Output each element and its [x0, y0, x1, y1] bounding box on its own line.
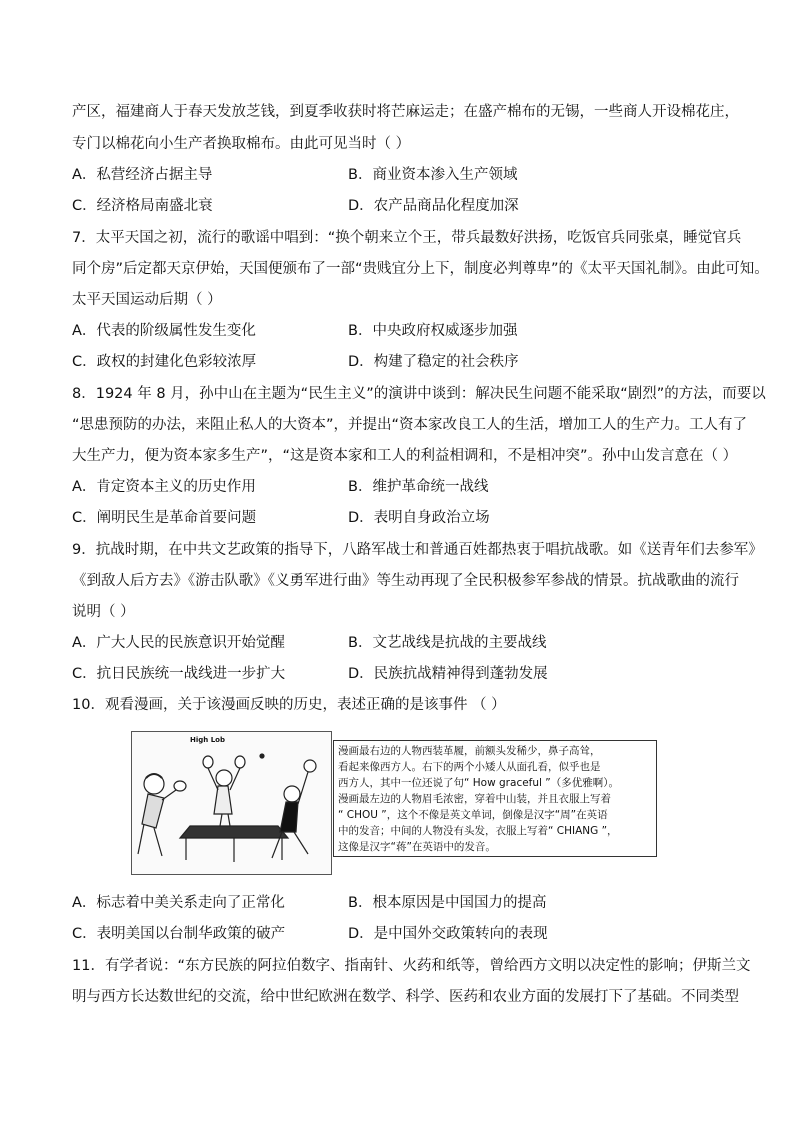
q7-option-b: B．中央政府权威逐步加强 — [348, 323, 518, 339]
text-line: 《到敌人后方去》《游击队歌》《义勇军进行曲》等生动再现了全民积极参军参战的情景。抗战歌曲的流行 — [72, 573, 739, 589]
q8-option-a: A．肯定资本主义的历史作用 — [72, 479, 256, 495]
cartoon-image — [131, 731, 332, 875]
q10-option-a: A．标志着中美关系走向了正常化 — [72, 895, 285, 911]
text-line: 大生产力，便为资本家多生产”，“这是资本家和工人的利益相调和，不是相冲突”。孙中山发言意在（ ） — [72, 448, 738, 464]
q7-option-a: A．代表的阶级属性发生变化 — [72, 323, 256, 339]
q10-option-d: D．是中国外交政策转向的表现 — [348, 926, 548, 942]
text-line: 9．抗战时期，在中共文艺政策的指导下，八路军战士和普通百姓都热衷于唱抗战歌。如《送青年们去参军》 — [72, 542, 763, 558]
text-line: 同个房”后定都天京伊始，天国便颁布了一部“贵贱宜分上下，制度必判尊卑”的《太平天国礼制》。由此可知。 — [72, 261, 769, 277]
q9-option-b: B．文艺战线是抗战的主要战线 — [348, 635, 547, 651]
caption-line: 西方人，其中一位还说了句“ How graceful ”（多优雅啊）。 — [338, 777, 619, 789]
q6-option-b: B．商业资本渗入生产领域 — [348, 167, 518, 183]
text-line: “思患预防的办法，来阻止私人的大资本”，并提出“资本家改良工人的生活，增加工人的生产力。工人有了 — [72, 417, 748, 433]
q6-option-a: A．私营经济占据主导 — [72, 167, 213, 183]
text-line: 10．观看漫画，关于该漫画反映的历史，表述正确的是该事件 （ ） — [72, 697, 506, 713]
q10-option-b: B．根本原因是中国国力的提高 — [348, 895, 547, 911]
caption-line: 漫画最右边的人物西装革履，前额头发稀少，鼻子高耸， — [338, 745, 601, 757]
cartoon-title: High Lob — [190, 736, 225, 744]
q8-option-c: C．阐明民生是革命首要问题 — [72, 510, 257, 526]
text-line: 11．有学者说：“东方民族的阿拉伯数字、指南针、火药和纸等，曾给西方文明以决定性的影响；伊斯兰文 — [72, 958, 751, 974]
q7-option-d: D．构建了稳定的社会秩序 — [348, 354, 519, 370]
q8-option-b: B．维护革命统一战线 — [348, 479, 489, 495]
q8-option-d: D．表明自身政治立场 — [348, 510, 490, 526]
text-line: 太平天国运动后期（ ） — [72, 292, 222, 308]
text-line: 7．太平天国之初，流行的歌谣中唱到：“换个朝来立个王，带兵最数好洪扬，吃饭官兵同张桌，睡觉官兵 — [72, 230, 742, 246]
cartoon-drawing — [132, 732, 331, 874]
q10-option-c: C．表明美国以台制华政策的破产 — [72, 926, 286, 942]
q9-option-c: C．抗日民族统一战线进一步扩大 — [72, 666, 286, 682]
cartoon-caption-box — [333, 740, 657, 857]
caption-line: 漫画最左边的人物眉毛浓密，穿着中山装，并且衣服上写着 — [338, 793, 611, 805]
text-line: 说明（ ） — [72, 604, 135, 620]
caption-line: “ CHOU ”，这个不像是英文单词，倒像是汉字“周”在英语 — [338, 809, 608, 821]
q6-option-d: D．农产品商品化程度加深 — [348, 198, 519, 214]
q6-option-c: C．经济格局南盛北衰 — [72, 198, 213, 214]
text-line: 8．1924 年 8 月，孙中山在主题为“民生主义”的演讲中谈到：解决民生问题不能采取“剧烈”的方法，而要以 — [72, 386, 766, 402]
caption-line: 这像是汉字“蒋”在英语中的发音。 — [338, 841, 496, 853]
caption-line: 中的发音；中间的人物没有头发，衣服上写着“ CHIANG ”， — [338, 825, 618, 837]
q9-option-d: D．民族抗战精神得到蓬勃发展 — [348, 666, 548, 682]
q7-option-c: C．政权的封建化色彩较浓厚 — [72, 354, 257, 370]
text-line: 专门以棉花向小生产者换取棉布。由此可见当时（ ） — [72, 136, 411, 152]
text-line: 明与西方长达数世纪的交流，给中世纪欧洲在数学、科学、医药和农业方面的发展打下了基础。不同类型 — [72, 989, 739, 1005]
q9-option-a: A．广大人民的民族意识开始觉醒 — [72, 635, 285, 651]
text-line: 产区，福建商人于春天发放芝钱，到夏季收获时将芒麻运走；在盛产棉布的无锡，一些商人开设棉花庄， — [72, 104, 739, 120]
caption-line: 看起来像西方人。右下的两个小矮人从面孔看，似乎也是 — [338, 761, 601, 773]
